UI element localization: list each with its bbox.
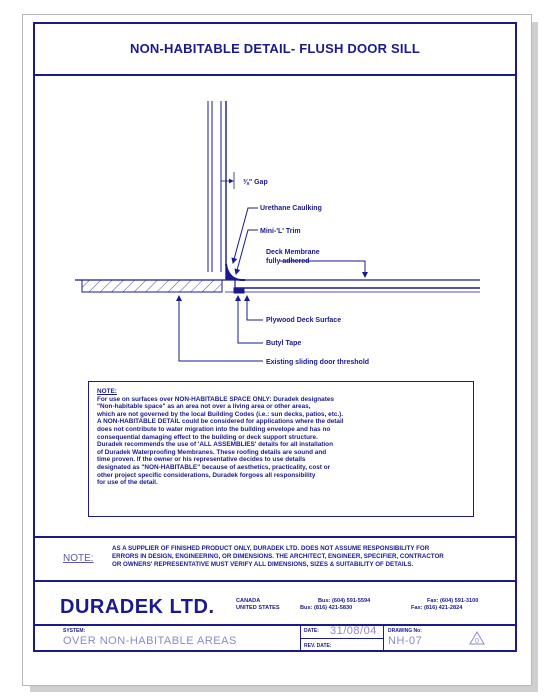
usage-note-line: of Duradek Waterproofing Membranes. These roofing details are sound and (97, 448, 327, 456)
butyl-tape (234, 288, 244, 293)
callout-caulking: Urethane Caulking (260, 205, 322, 212)
disclaimer-line: AS A SUPPLIER OF FINISHED PRODUCT ONLY, DURADEK LTD. DOES NOT ASSUME RESPONSIBILITY FOR (112, 545, 430, 552)
drawing-no-label: DRAWING No: (388, 628, 422, 634)
date-cell-divider (300, 638, 383, 639)
usage-note-line: designated as "NON-HABITABLE" because of aesthetics, practicality, cost or (97, 463, 331, 471)
callout-membrane-2: fully adhered (266, 258, 310, 265)
date-label: DATE: (304, 628, 319, 634)
disclaimer-line: ERRORS IN DESIGN, ENGINEERING, OR DIMENSIONS. THE ARCHITECT, ENGINEER, SPECIFIER, CONTRACTOR (112, 553, 444, 561)
rev-date-label: REV. DATE: (304, 643, 332, 649)
system-label: SYSTEM: (63, 628, 86, 634)
fax-canada: Fax: (604) 591-3100 (427, 598, 479, 604)
usage-note-line: "Non-habitable space" as an area not over a living area or other areas, (97, 403, 311, 411)
callout-threshold: Existing sliding door threshold (266, 359, 370, 366)
usage-note-heading: NOTE: (97, 388, 117, 395)
system-value: OVER NON-HABITABLE AREAS (63, 635, 237, 647)
usage-note-line: Duradek recommends the use of 'ALL ASSEMBLIES' details for all installation (97, 441, 333, 449)
disclaimer-divider-top (33, 536, 517, 538)
date-value: 31/08/04 (330, 625, 377, 637)
callout-trim: Mini-'L' Trim (260, 228, 301, 235)
sill-detail-drawing (35, 74, 515, 374)
callout-gap: ⅜" Gap (243, 179, 268, 186)
disclaimer-divider-bottom (33, 580, 517, 582)
disclaimer-line: OR OWNERS' REPRESENTATIVE MUST VERIFY ALL DIMENSIONS, SIZES & SUITABILITY OF DETAILS. (112, 561, 414, 569)
fax-us: Fax: (816) 421-2824 (411, 605, 463, 611)
usage-note-line: A NON-HABITABLE DETAIL could be considered for applications where the detail (97, 418, 344, 426)
usage-note-line: does not contribute to water migration into the building envelope and has no (97, 425, 331, 433)
usage-note-line: for use of the detail. (97, 479, 158, 487)
drawing-no-value: NH-07 (388, 635, 423, 647)
usage-note-line: other project specific considerations, Duradek forgoes all responsibility (97, 471, 316, 479)
disclaimer-text (112, 545, 507, 570)
country-canada: CANADA (236, 598, 261, 604)
phone-canada: Bus: (604) 591-5594 (318, 598, 371, 604)
title-block-divider (33, 624, 517, 626)
usage-note-line: time proven. If the owner or his representative decides to use details (97, 456, 306, 464)
usage-note-line: consequential damaging effect to the building or deck support structure. (97, 433, 318, 441)
disclaimer-label: NOTE: (63, 553, 94, 564)
drawing-title: NON-HABITABLE DETAIL- FLUSH DOOR SILL (129, 40, 420, 56)
plywood-deck-hatch (82, 280, 222, 292)
usage-note-line: which are not governed by the local Building Codes (i.e.: sun decks, patios, etc.). (97, 410, 344, 418)
revision-number: 0 (475, 638, 479, 645)
usage-note (88, 381, 474, 517)
country-us: UNITED STATES (236, 605, 280, 611)
urethane-caulking (226, 270, 236, 280)
company-name: DURADEK LTD. (60, 596, 215, 618)
phone-us: Bus: (816) 421-5830 (300, 605, 353, 611)
usage-note-line: For use on surfaces over NON-HABITABLE SPACE ONLY: Duradek designates (97, 395, 334, 403)
callout-membrane: Deck Membrane (266, 249, 320, 256)
callout-plywood: Plywood Deck Surface (266, 317, 342, 324)
callout-tape: Butyl Tape (266, 340, 302, 347)
cell-divider (383, 624, 384, 652)
revision-triangle-icon (469, 631, 485, 645)
